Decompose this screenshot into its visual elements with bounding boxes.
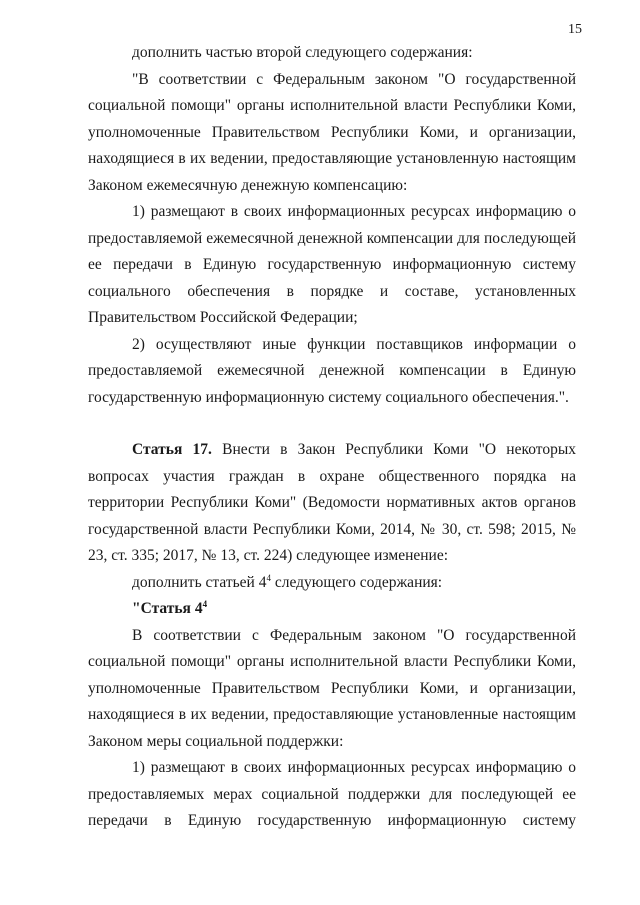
paragraph-add-article	[88, 570, 576, 597]
article-17-label: Статья 17.	[132, 441, 212, 458]
paragraph-article-4-4-item-1: 1) размещают в своих информационных ресурсах информацию о предоставляемых мерах социальной поддержки для последующей ее передачи в Единую государственную информационную систему	[88, 759, 576, 829]
add-article-sup: 4	[266, 572, 271, 583]
article-4-4-title	[88, 596, 576, 623]
article-title-sup: 4	[202, 598, 208, 609]
paragraph-intro: дополнить частью второй следующего содержания:	[132, 44, 473, 61]
paragraph-item-2: 2) осуществляют иные функции поставщиков информации о предоставляемой ежемесячной денежной компенсации в Единую государственную информационную систему социального обеспечения.".	[88, 335, 576, 406]
add-article-text: дополнить статьей 4	[132, 573, 267, 591]
article-17-text: Внести в Закон Республики Коми "О некоторых вопросах участия граждан в охране общественного порядка на территории Республики Коми" (Ведомости нормативных актов органов государственной власти Республики Коми, 2014, № 30, ст. 598; 2015, № 23, ст. 335; 2017, № 13, ст. 224) следующее изменение:	[88, 441, 577, 564]
page-number: 15	[568, 22, 582, 37]
article-title-text: "Статья 4	[132, 600, 203, 617]
paragraph-article-4-4-body: В соответствии с Федеральным законом "О государственной социальной помощи" органы исполнительной власти Республики Коми, уполномоченные Правительством Республики Коми, и организации, находящиеся в их ведении, предоставляющие установленные настоящим Законом меры социальной поддержки:	[88, 626, 576, 750]
document-body	[88, 40, 576, 835]
add-article-text-end: следующего содержания:	[270, 573, 443, 591]
paragraph-article-17	[88, 437, 576, 570]
paragraph-item-1: 1) размещают в своих информационных ресурсах информацию о предоставляемой ежемесячной денежной компенсации для последующей ее передачи в Единую государственную информационную систему социального обеспечения в порядке и составе, установленных Правительством Российской Федерации;	[88, 203, 576, 326]
spacer	[88, 411, 576, 437]
paragraph-quoted-part: "В соответствии с Федеральным законом "О государственной социальной помощи" органы исполнительной власти Республики Коми, уполномоченные Правительством Республики Коми, и организации, находящиеся в их ведении, предоставляющие установленную настоящим Законом ежемесячную денежную компенсацию:	[88, 70, 576, 194]
